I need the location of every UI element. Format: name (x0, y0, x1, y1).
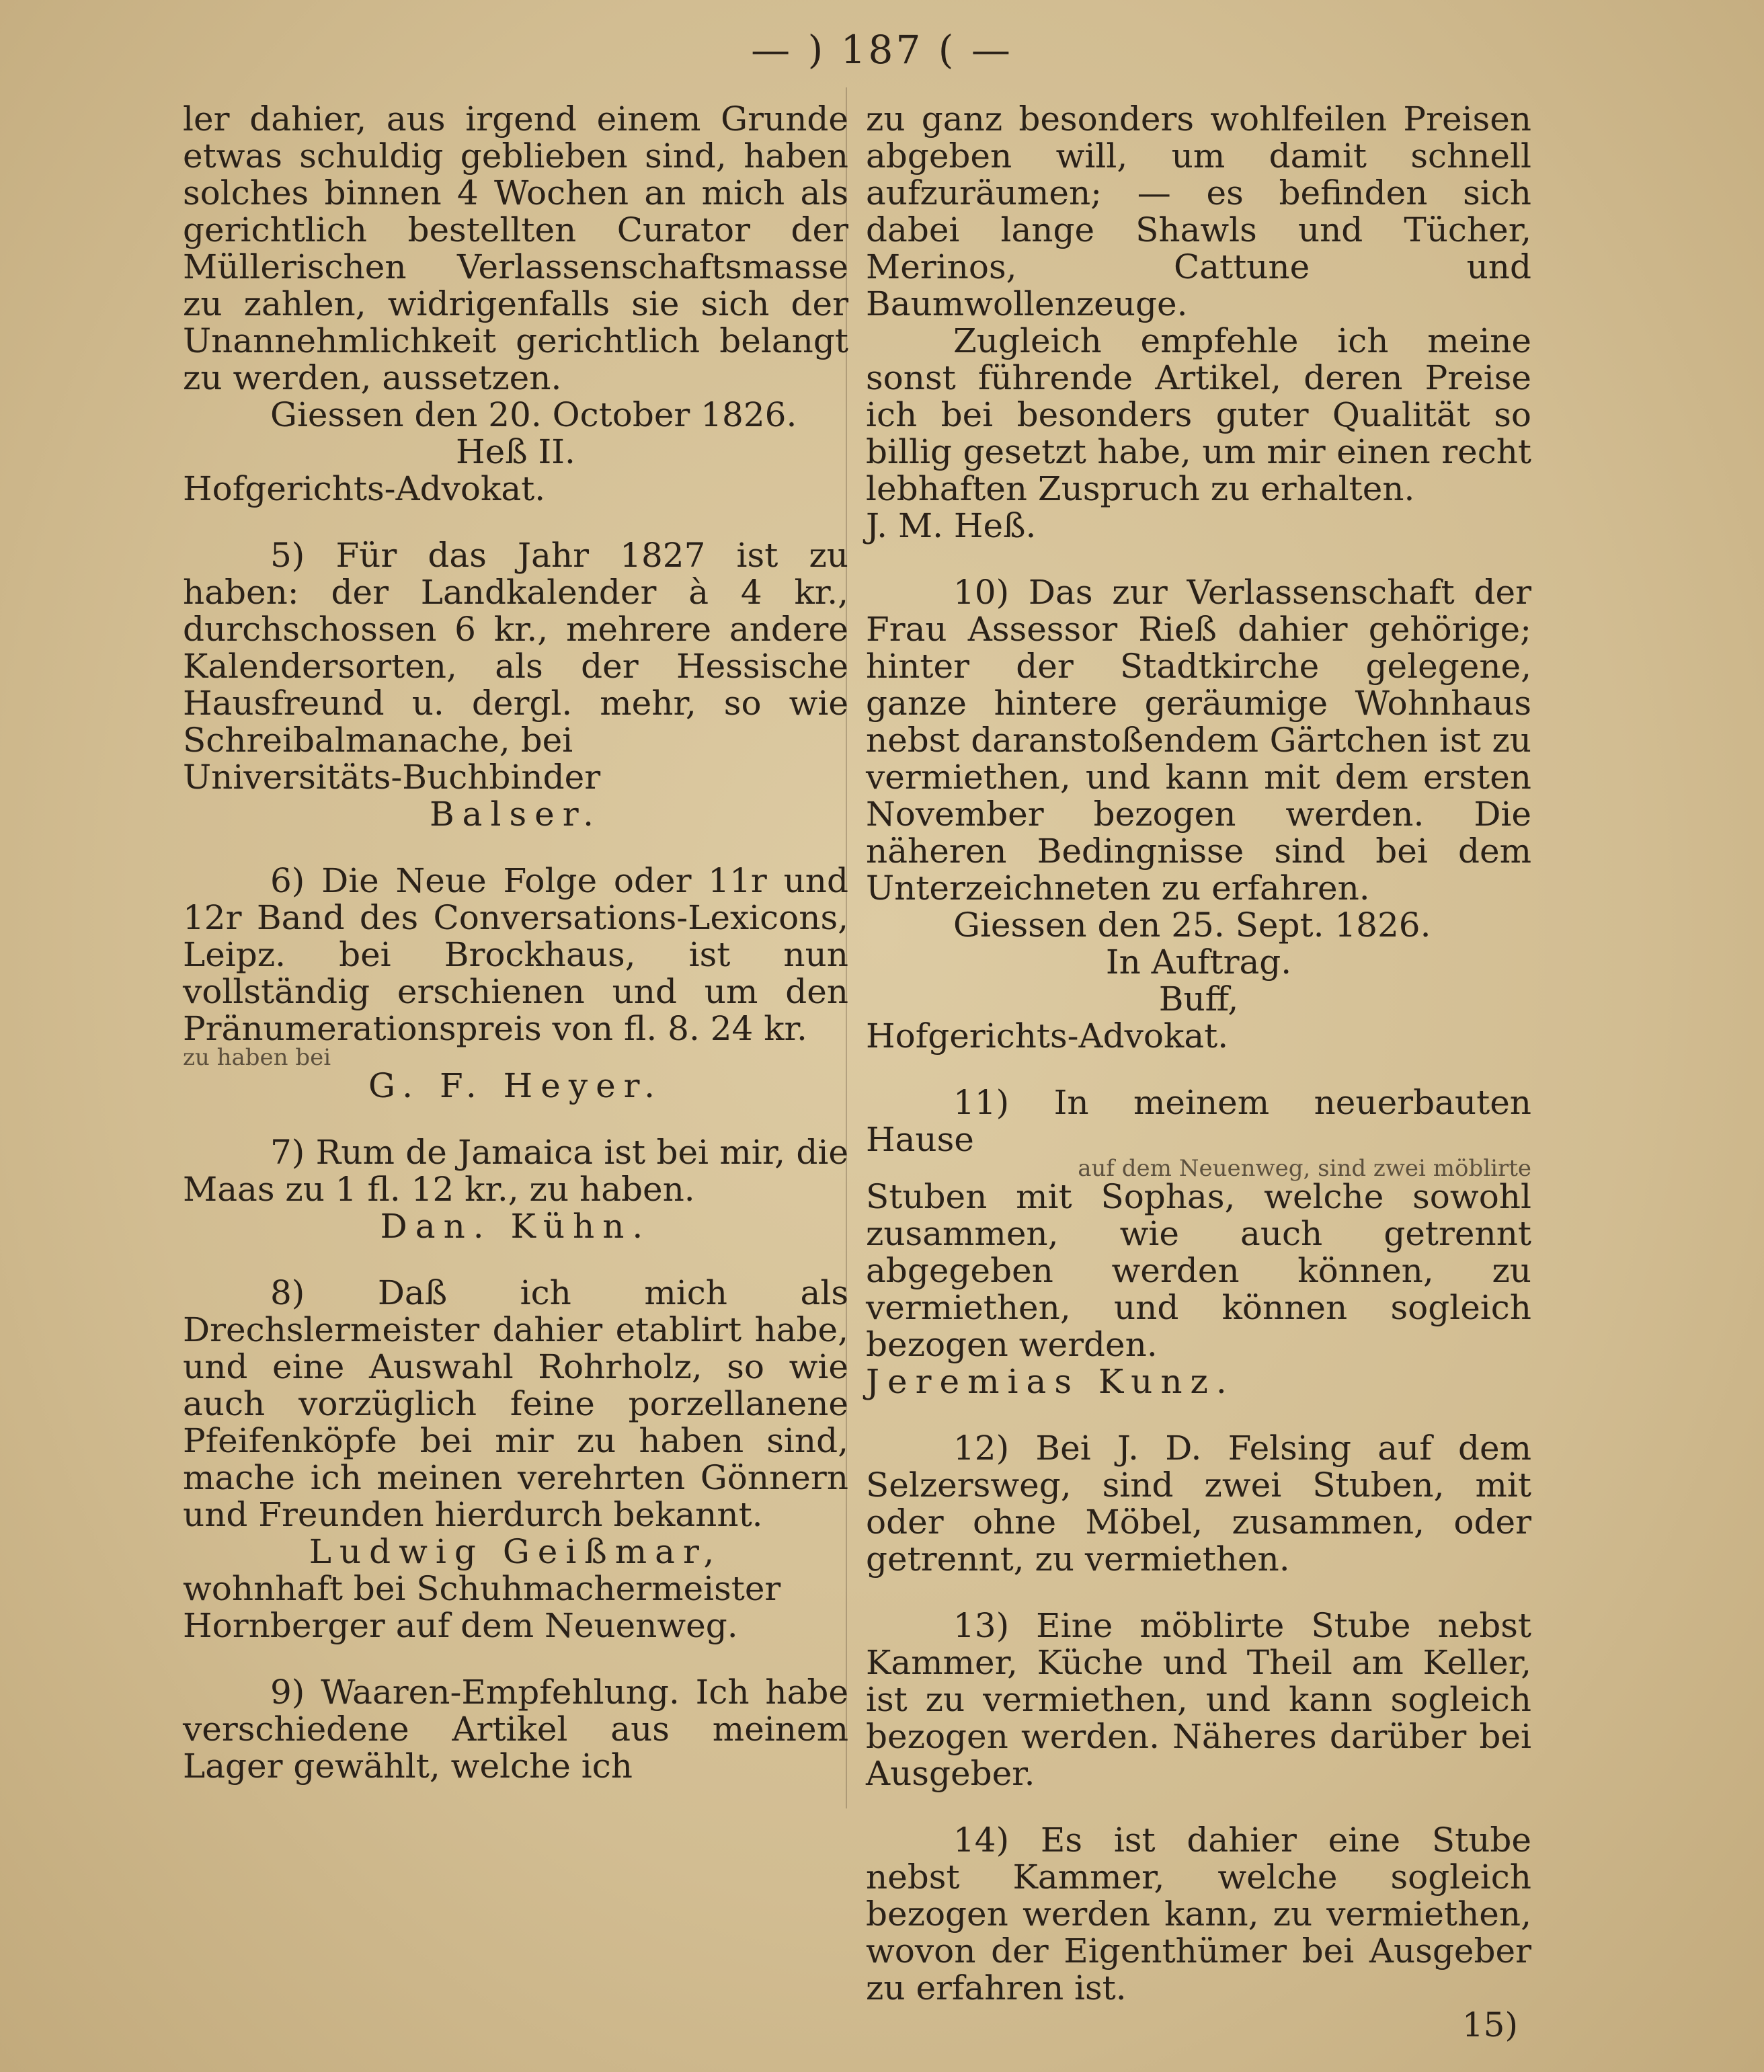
signature: In Auftrag. (1105, 943, 1292, 982)
notice-text: 6) Die Neue Folge oder 11r und 12r Band des Conversations-Lexicons, Leipz. bei Brockhaus, ist nun vollständig erschienen und um den Pränumerationspreis von fl. 8. 24 kr. (183, 861, 848, 1048)
notice-text: 9) Waaren-Empfehlung. Ich habe verschiedene Artikel aus meinem Lager gewählt, welche ich (183, 1673, 848, 1786)
notice-5 (183, 537, 848, 833)
notice-4 (183, 101, 848, 508)
notice-text: Zugleich empfehle ich meine sonst führende Artikel, deren Preise ich bei besonders guter Qualität so billig gesetzt habe, um mir einen recht lebhaften Zuspruch zu erhalten. (866, 321, 1531, 508)
signature-title: Hofgerichts-Advokat. (866, 1017, 1229, 1055)
notice-13 (866, 1607, 1531, 1792)
notice-date: Giessen den 25. Sept. 1826. (953, 906, 1431, 945)
notice-text: 5) Für das Jahr 1827 ist zu haben: der Landkalender à 4 kr., durchschossen 6 kr., mehrere andere Kalendersorten, als der Hessische Hausfreund u. dergl. mehr, so wie Schreibalmanache, bei (183, 536, 848, 760)
signature: J. M. Heß. (866, 506, 1037, 545)
notice-text: Stuben mit Sophas, welche sowohl zusammen, wie auch getrennt abgegeben werden können, zu vermiethen, und können sogleich bezogen werden. (866, 1177, 1531, 1364)
signature-name: Balser. (429, 795, 602, 834)
notice-7 (183, 1134, 848, 1245)
left-column (183, 101, 848, 1815)
signature: G. F. Heyer. (368, 1066, 663, 1105)
signature: Ludwig Geißmar, (309, 1532, 723, 1571)
notice-12 (866, 1430, 1531, 1578)
signature: Universitäts-Buchbinder (183, 758, 601, 797)
notice-small-text: zu haben bei (183, 1044, 331, 1071)
notice-text: 13) Eine möblirte Stube nebst Kammer, Küche und Theil am Keller, ist zu vermiethen, und kann sogleich bezogen werden. Näheres darüber bei Ausgeber. (866, 1606, 1531, 1793)
signature: Jeremias Kunz. (866, 1362, 1235, 1401)
notice-8 (183, 1275, 848, 1644)
signature: Dan. Kühn. (380, 1207, 651, 1246)
notice-6 (183, 863, 848, 1105)
notice-text: 10) Das zur Verlassenschaft der Frau Assessor Rieß dahier gehörige; hinter der Stadtkirche gelegene, ganze hintere geräumige Wohnhaus nebst daranstoßendem Gärtchen ist zu vermiethen, und kann mit dem ersten November bezogen werden. Die näheren Bedingnisse sind bei dem Unterzeichneten zu erfahren. (866, 573, 1531, 908)
notice-small-text: auf dem Neuenweg, sind zwei möblirte (1078, 1155, 1531, 1182)
notice-text: ler dahier, aus irgend einem Grunde etwas schuldig geblieben sind, haben solches binnen 4 Wochen an mich als gerichtlich bestellten Curator der Müllerischen Verlassenschaftsmasse zu zahlen, widrigenfalls sie sich der Unannehmlichkeit gerichtlich belangt zu werden, aussetzen. (183, 99, 848, 397)
notice-text: 14) Es ist dahier eine Stube nebst Kammer, welche sogleich bezogen werden kann, zu vermiethen, wovon der Eigenthümer bei Ausgeber zu erfahren ist. (866, 1821, 1531, 2007)
signature-address: wohnhaft bei Schuhmachermeister (183, 1569, 781, 1608)
notice-14 (866, 1822, 1531, 2007)
notice-9-continued (866, 101, 1531, 545)
page-header: — ) 187 ( — (751, 27, 1013, 73)
notice-text: 11) In meinem neuerbauten Hause (866, 1083, 1531, 1159)
catchword: 15) (1461, 2005, 1518, 2044)
notice-text: zu ganz besonders wohlfeilen Preisen abgeben will, um damit schnell aufzuräumen; — es befinden sich dabei lange Shawls und Tücher, Merinos, Cattune und Baumwollenzeuge. (866, 99, 1531, 323)
signature-title: Hofgerichts-Advokat. (183, 469, 546, 508)
notice-text: 7) Rum de Jamaica ist bei mir, die Maas zu 1 fl. 12 kr., zu haben. (183, 1133, 848, 1209)
notice-11 (866, 1084, 1531, 1400)
notice-9 (183, 1674, 848, 1785)
notice-10 (866, 574, 1531, 1055)
signature-address: Hornberger auf dem Neuenweg. (183, 1606, 738, 1645)
signature-name: Buff, (1158, 980, 1239, 1019)
right-column (866, 101, 1531, 2044)
notice-date: Giessen den 20. October 1826. (270, 395, 797, 434)
signature: Heß II. (456, 432, 575, 471)
notice-text: 8) Daß ich mich als Drechslermeister dahier etablirt habe, und eine Auswahl Rohrholz, so wie auch vorzüglich feine porzellanene Pfeifenköpfe bei mir zu haben sind, mache ich meinen verehrten Gönnern und Freunden hierdurch bekannt. (183, 1273, 848, 1534)
notice-text: 12) Bei J. D. Felsing auf dem Selzersweg, sind zwei Stuben, mit oder ohne Möbel, zusammen, oder getrennt, zu vermiethen. (866, 1429, 1531, 1579)
